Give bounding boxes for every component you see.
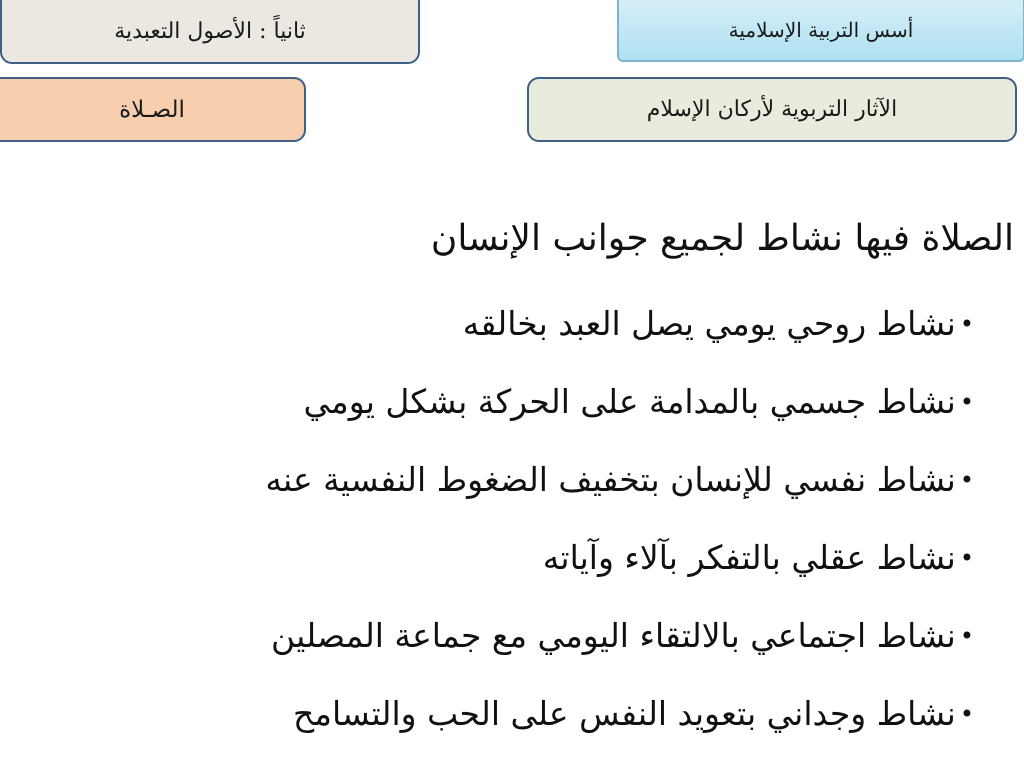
foundations-title: أسس التربية الإسلامية	[728, 18, 914, 42]
bullet-text: نشاط وجداني بتعويد النفس على الحب والتسامح	[292, 694, 956, 733]
bullet-dot: •	[959, 700, 974, 728]
bullet-text: نشاط اجتماعي بالالتقاء اليومي مع جماعة المصلين	[271, 616, 956, 655]
bullet-text: نشاط روحي يومي يصل العبد بخالقه	[462, 304, 956, 343]
list-item	[265, 452, 974, 530]
section-title-box	[0, 0, 420, 64]
bullet-text: نشاط جسمي بالمدامة على الحركة بشكل يومي	[303, 382, 956, 421]
bullet-dot: •	[959, 622, 974, 650]
effects-title-box	[527, 77, 1017, 142]
bullet-dot: •	[959, 544, 974, 572]
list-item	[265, 296, 974, 374]
prayer-label: الصـلاة	[119, 96, 185, 123]
bullet-text: نشاط عقلي بالتفكر بآلاء وآياته	[542, 538, 956, 577]
main-heading: الصلاة فيها نشاط لجميع جوانب الإنسان	[430, 218, 1014, 259]
bullet-text: نشاط نفسي للإنسان بتخفيف الضغوط النفسية عنه	[265, 460, 956, 499]
effects-title: الآثار التربوية لأركان الإسلام	[646, 97, 898, 122]
bullet-list	[265, 296, 974, 764]
bullet-dot: •	[959, 466, 974, 494]
bullet-dot: •	[959, 310, 974, 338]
prayer-label-box	[0, 77, 306, 142]
section-title: ثانياً : الأصول التعبدية	[114, 18, 306, 44]
bullet-dot: •	[959, 388, 974, 416]
list-item	[265, 530, 974, 608]
list-item	[265, 608, 974, 686]
list-item	[265, 374, 974, 452]
foundations-title-box	[617, 0, 1024, 62]
list-item	[265, 686, 974, 764]
